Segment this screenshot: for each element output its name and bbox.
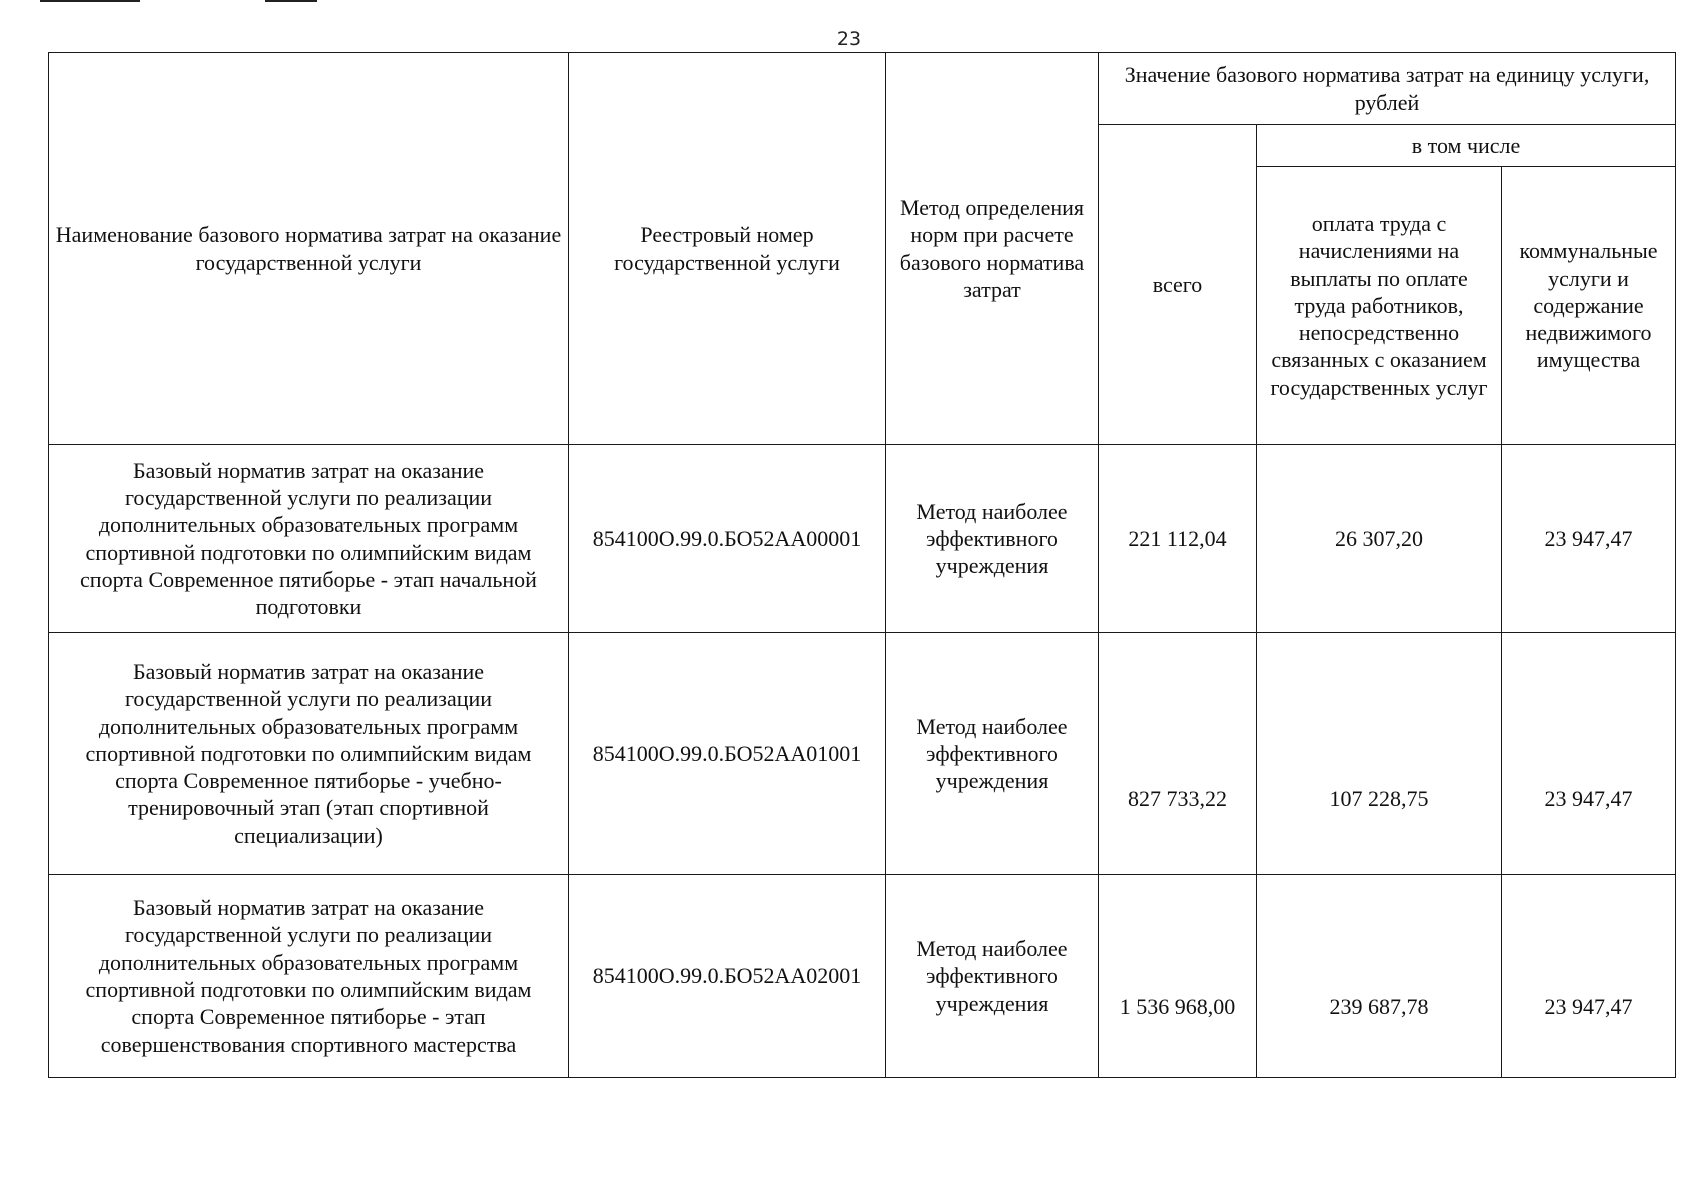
row-total: 1 536 968,00 <box>1099 875 1257 1078</box>
row-registry: 854100О.99.0.БО52АА00001 <box>569 445 886 633</box>
top-rule-line-short <box>265 0 317 2</box>
row-method: Метод наиболее эффективного учреждения <box>886 633 1099 875</box>
row-registry: 854100О.99.0.БО52АА02001 <box>569 875 886 1078</box>
header-value-group: Значение базового норматива затрат на единицу услуги, рублей <box>1099 53 1676 125</box>
row-name: Базовый норматив затрат на оказание государственной услуги по реализации дополнительных образовательных программ спортивной подготовки по олимпийским видам спорта Современное пятиборье - этап совершенствования спортивного мастерства <box>49 875 569 1078</box>
row-labor: 107 228,75 <box>1257 633 1502 875</box>
row-utilities: 23 947,47 <box>1502 633 1676 875</box>
row-labor: 26 307,20 <box>1257 445 1502 633</box>
row-utilities: 23 947,47 <box>1502 445 1676 633</box>
header-labor: оплата труда с начислениями на выплаты по оплате труда работников, непосредственно связанных с оказанием государственных услуг <box>1257 167 1502 445</box>
page-number: 23 <box>836 28 862 50</box>
row-name: Базовый норматив затрат на оказание государственной услуги по реализации дополнительных образовательных программ спортивной подготовки по олимпийским видам спорта Современное пятиборье - этап начальной подготовки <box>49 445 569 633</box>
top-rule-line <box>40 0 140 2</box>
table-row <box>49 875 1676 1078</box>
header-row-1 <box>49 53 1676 125</box>
base-cost-norms-table <box>48 52 1676 1078</box>
header-name: Наименование базового норматива затрат на оказание государственной услуги <box>49 53 569 445</box>
header-registry: Реестровый номер государственной услуги <box>569 53 886 445</box>
row-total: 221 112,04 <box>1099 445 1257 633</box>
table-row <box>49 445 1676 633</box>
header-total: всего <box>1099 125 1257 445</box>
header-method: Метод определения норм при расчете базового норматива затрат <box>886 53 1099 445</box>
row-method: Метод наиболее эффективного учреждения <box>886 445 1099 633</box>
row-total: 827 733,22 <box>1099 633 1257 875</box>
row-utilities: 23 947,47 <box>1502 875 1676 1078</box>
row-name: Базовый норматив затрат на оказание государственной услуги по реализации дополнительных образовательных программ спортивной подготовки по олимпийским видам спорта Современное пятиборье - учебно-тренировочный этап (этап спортивной специализации) <box>49 633 569 875</box>
row-labor: 239 687,78 <box>1257 875 1502 1078</box>
row-registry: 854100О.99.0.БО52АА01001 <box>569 633 886 875</box>
table-row <box>49 633 1676 875</box>
row-method: Метод наиболее эффективного учреждения <box>886 875 1099 1078</box>
header-including: в том числе <box>1257 125 1676 167</box>
header-utilities: коммунальные услуги и содержание недвижимого имущества <box>1502 167 1676 445</box>
